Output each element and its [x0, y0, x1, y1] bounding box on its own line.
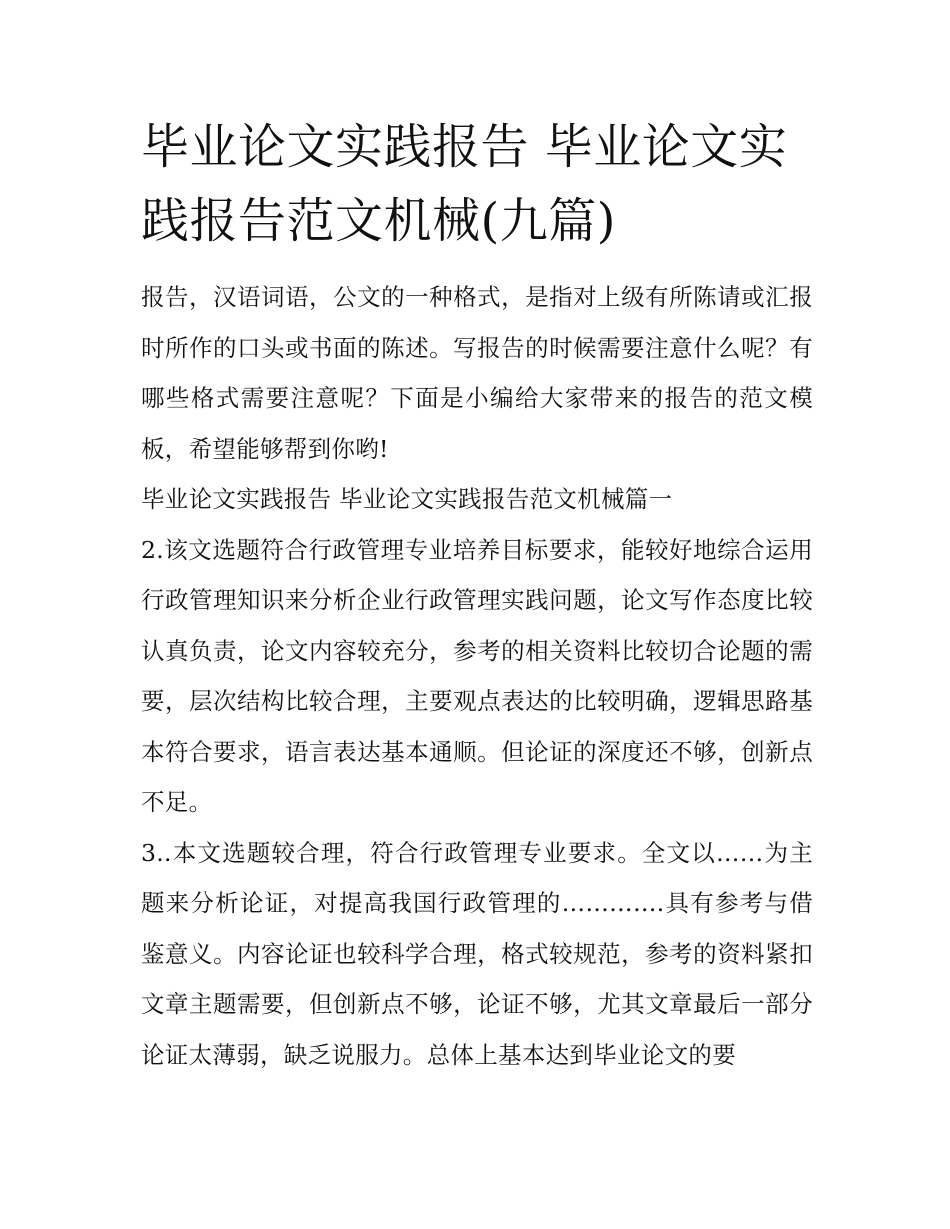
- paragraph-3: 3..本文选题较合理，符合行政管理专业要求。全文以……为主题来分析论证，对提高我国行政管理的………….具有参考与借鉴意义。内容论证也较科学合理，格式较规范，参考的资料紧扣文章主题需要，但创新点不够，论证不够，尤其文章最后一部分论证太薄弱，缺乏说服力。总体上基本达到毕业论文的要: [141, 838, 813, 1069]
- document-body: [141, 272, 813, 1080]
- intro-paragraph: 报告，汉语词语，公文的一种格式，是指对上级有所陈请或汇报时所作的口头或书面的陈述。写报告的时候需要注意什么呢？有哪些格式需要注意呢？下面是小编给大家带来的报告的范文模板，希望能够帮到你哟!: [141, 283, 813, 463]
- section-heading: 毕业论文实践报告 毕业论文实践报告范文机械篇一: [141, 485, 673, 513]
- paragraph-2: 2.该文选题符合行政管理专业培养目标要求，能较好地综合运用行政管理知识来分析企业行政管理实践问题，论文写作态度比较认真负责，论文内容较充分，参考的相关资料比较切合论题的需要，层次结构比较合理，主要观点表达的比较明确，逻辑思路基本符合要求，语言表达基本通顺。但论证的深度还不够，创新点不足。: [141, 535, 813, 816]
- document-title: 毕业论文实践报告 毕业论文实践报告范文机械(九篇): [141, 119, 788, 249]
- document-content: [141, 110, 813, 1080]
